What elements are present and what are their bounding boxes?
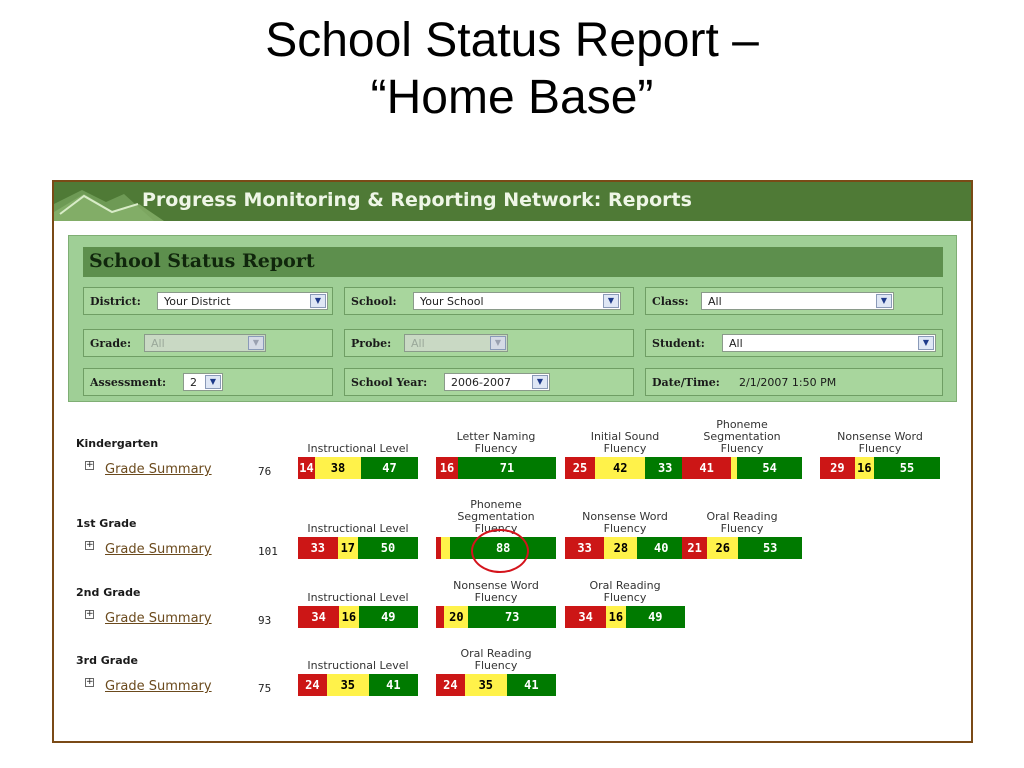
grade-title: 1st Grade <box>76 517 137 530</box>
bar-segment-low-risk: 55 <box>874 457 940 479</box>
assessment-filter <box>83 368 333 396</box>
chevron-down-icon: ▼ <box>248 336 264 350</box>
bar-segment-at-risk: 25 <box>565 457 595 479</box>
measure-bar[interactable] <box>682 457 802 479</box>
slide-title-line-1: School Status Report – <box>265 14 759 67</box>
measure-label-line: Oral Reading <box>706 510 778 523</box>
school-year-filter <box>344 368 634 396</box>
district-value: Your District <box>164 295 231 308</box>
measure-label-line: Instructional Level <box>307 522 409 535</box>
bar-segment-some-risk: 17 <box>338 537 358 559</box>
measure-label <box>426 580 566 604</box>
bar-segment-at-risk: 41 <box>682 457 731 479</box>
slide-title <box>0 12 1024 126</box>
bar-segment-low-risk: 40 <box>637 537 685 559</box>
bar-segment-low-risk: 47 <box>361 457 418 479</box>
bar-segment-at-risk: 33 <box>298 537 338 559</box>
bar-segment-some-risk <box>441 537 451 559</box>
measure-label-line: Oral Reading <box>589 579 661 592</box>
class-select[interactable] <box>701 292 894 310</box>
measure-label-line: Nonsense Word <box>453 579 539 592</box>
bar-segment-low-risk: 73 <box>468 606 556 628</box>
class-value: All <box>708 295 722 308</box>
measure-bar[interactable] <box>565 606 685 628</box>
measure-bar[interactable] <box>298 674 418 696</box>
assessment-value: 2 <box>190 376 197 389</box>
probe-value: All <box>411 337 425 350</box>
bar-segment-some-risk: 16 <box>855 457 874 479</box>
expand-plus-icon[interactable]: + <box>86 540 94 550</box>
measure-label-line: Phoneme <box>716 418 768 431</box>
measure-label-line: Fluency <box>858 442 902 455</box>
panel-header <box>83 247 943 277</box>
chevron-down-icon: ▼ <box>205 375 221 389</box>
student-filter <box>645 329 943 357</box>
app-window <box>52 180 973 743</box>
bar-segment-at-risk: 33 <box>565 537 604 559</box>
measure-bar[interactable] <box>436 606 556 628</box>
bar-segment-at-risk: 34 <box>298 606 339 628</box>
app-banner <box>54 182 971 221</box>
measure-label-line: Segmentation <box>703 430 781 443</box>
measure-label <box>288 443 428 455</box>
bar-segment-low-risk: 49 <box>626 606 685 628</box>
measure-label-line: Oral Reading <box>460 647 532 660</box>
expand-plus-icon[interactable]: + <box>86 609 94 619</box>
expand-plus-icon[interactable]: + <box>86 677 94 687</box>
class-filter <box>645 287 943 315</box>
assessment-label: Assessment: <box>90 376 167 389</box>
bar-segment-low-risk: 41 <box>369 674 418 696</box>
measure-label-line: Fluency <box>720 442 764 455</box>
student-count: 101 <box>258 545 278 558</box>
bar-segment-some-risk: 35 <box>327 674 369 696</box>
student-label: Student: <box>652 337 705 350</box>
measure-label-line: Fluency <box>474 659 518 672</box>
class-label: Class: <box>652 295 689 308</box>
school-label: School: <box>351 295 397 308</box>
bar-segment-at-risk: 14 <box>298 457 315 479</box>
filter-panel <box>68 235 957 402</box>
assessment-select[interactable] <box>183 373 223 391</box>
measure-label-line: Letter Naming <box>456 430 536 443</box>
probe-select[interactable] <box>404 334 508 352</box>
student-count: 76 <box>258 465 272 478</box>
measure-label-line: Initial Sound <box>590 430 660 443</box>
grade-summary-link[interactable]: Grade Summary <box>105 679 212 694</box>
chevron-down-icon: ▼ <box>532 375 548 389</box>
measure-bar[interactable] <box>436 674 556 696</box>
measure-label-line: Segmentation <box>457 510 535 523</box>
measure-label <box>288 523 428 535</box>
bar-segment-some-risk: 42 <box>595 457 645 479</box>
measure-label-line: Fluency <box>603 442 647 455</box>
measure-bar[interactable] <box>298 537 418 559</box>
school-year-select[interactable] <box>444 373 550 391</box>
grade-summary-link[interactable]: Grade Summary <box>105 462 212 477</box>
bar-segment-at-risk: 21 <box>682 537 707 559</box>
school-value: Your School <box>420 295 484 308</box>
banner-title: Progress Monitoring & Reporting Network: Reports <box>142 189 692 211</box>
school-select[interactable] <box>413 292 621 310</box>
bar-segment-low-risk: 54 <box>737 457 802 479</box>
report-title: School Status Report <box>89 250 315 272</box>
measure-label-line: Fluency <box>720 522 764 535</box>
school-filter <box>344 287 634 315</box>
bar-segment-at-risk: 16 <box>436 457 458 479</box>
measure-bar[interactable] <box>565 537 685 559</box>
grade-select[interactable] <box>144 334 266 352</box>
school-year-value: 2006-2007 <box>451 376 511 389</box>
bar-segment-low-risk: 71 <box>458 457 556 479</box>
measure-label-line: Fluency <box>603 591 647 604</box>
measure-label <box>672 419 812 455</box>
bar-segment-some-risk: 16 <box>339 606 358 628</box>
measure-label <box>555 580 695 604</box>
measure-label-line: Instructional Level <box>307 591 409 604</box>
bar-segment-some-risk: 16 <box>606 606 625 628</box>
bar-segment-at-risk: 24 <box>298 674 327 696</box>
bar-segment-at-risk <box>436 606 444 628</box>
bar-segment-some-risk: 26 <box>707 537 738 559</box>
measure-label <box>426 648 566 672</box>
district-filter <box>83 287 333 315</box>
measure-label-line: Fluency <box>474 591 518 604</box>
bar-segment-low-risk: 88 <box>450 537 556 559</box>
bar-segment-some-risk: 38 <box>315 457 361 479</box>
measure-bar[interactable] <box>820 457 940 479</box>
school-year-label: School Year: <box>351 376 428 389</box>
measure-bar[interactable] <box>298 457 418 479</box>
bar-segment-some-risk: 35 <box>465 674 507 696</box>
bar-segment-at-risk: 34 <box>565 606 606 628</box>
chevron-down-icon: ▼ <box>918 336 934 350</box>
bar-segment-low-risk: 49 <box>359 606 418 628</box>
student-value: All <box>729 337 743 350</box>
slide-title-line-2: “Home Base” <box>370 71 654 124</box>
measure-label-line: Instructional Level <box>307 442 409 455</box>
district-select[interactable] <box>157 292 328 310</box>
measure-label <box>672 511 812 535</box>
bar-segment-at-risk: 29 <box>820 457 855 479</box>
measure-bar[interactable] <box>682 537 802 559</box>
probe-label: Probe: <box>351 337 392 350</box>
probe-filter <box>344 329 634 357</box>
grade-title: Kindergarten <box>76 437 159 450</box>
measure-label <box>288 660 428 672</box>
grade-value: All <box>151 337 165 350</box>
chevron-down-icon: ▼ <box>876 294 892 308</box>
chevron-down-icon: ▼ <box>490 336 506 350</box>
grade-summary-link[interactable]: Grade Summary <box>105 611 212 626</box>
bar-segment-some-risk: 28 <box>604 537 637 559</box>
measure-bar[interactable] <box>565 457 685 479</box>
measure-label <box>288 592 428 604</box>
measure-label-line: Fluency <box>474 442 518 455</box>
measure-label-line: Nonsense Word <box>837 430 923 443</box>
measure-label <box>426 431 566 455</box>
datetime-value: 2/1/2007 1:50 PM <box>739 376 837 389</box>
grade-title: 3rd Grade <box>76 654 138 667</box>
grade-title: 2nd Grade <box>76 586 141 599</box>
bar-segment-low-risk: 53 <box>738 537 802 559</box>
measure-label <box>810 431 950 455</box>
bar-segment-low-risk: 41 <box>507 674 556 696</box>
measure-bar[interactable] <box>436 457 556 479</box>
measure-label-line: Phoneme <box>470 498 522 511</box>
measure-label-line: Fluency <box>603 522 647 535</box>
measure-label-line: Fluency <box>474 522 518 535</box>
grade-summary-link[interactable]: Grade Summary <box>105 542 212 557</box>
expand-plus-icon[interactable]: + <box>86 460 94 470</box>
measure-label-line: Nonsense Word <box>582 510 668 523</box>
chevron-down-icon: ▼ <box>310 294 326 308</box>
bar-segment-at-risk: 24 <box>436 674 465 696</box>
datetime-filter <box>645 368 943 396</box>
chevron-down-icon: ▼ <box>603 294 619 308</box>
student-select[interactable] <box>722 334 936 352</box>
bar-segment-low-risk: 33 <box>645 457 685 479</box>
bar-segment-some-risk: 20 <box>444 606 468 628</box>
grade-label: Grade: <box>90 337 132 350</box>
student-count: 75 <box>258 682 272 695</box>
measure-bar[interactable] <box>298 606 418 628</box>
grade-filter <box>83 329 333 357</box>
measure-label-line: Instructional Level <box>307 659 409 672</box>
datetime-label: Date/Time: <box>652 376 720 389</box>
student-count: 93 <box>258 614 272 627</box>
bar-segment-low-risk: 50 <box>358 537 418 559</box>
highlight-circle <box>471 529 529 573</box>
district-label: District: <box>90 295 141 308</box>
